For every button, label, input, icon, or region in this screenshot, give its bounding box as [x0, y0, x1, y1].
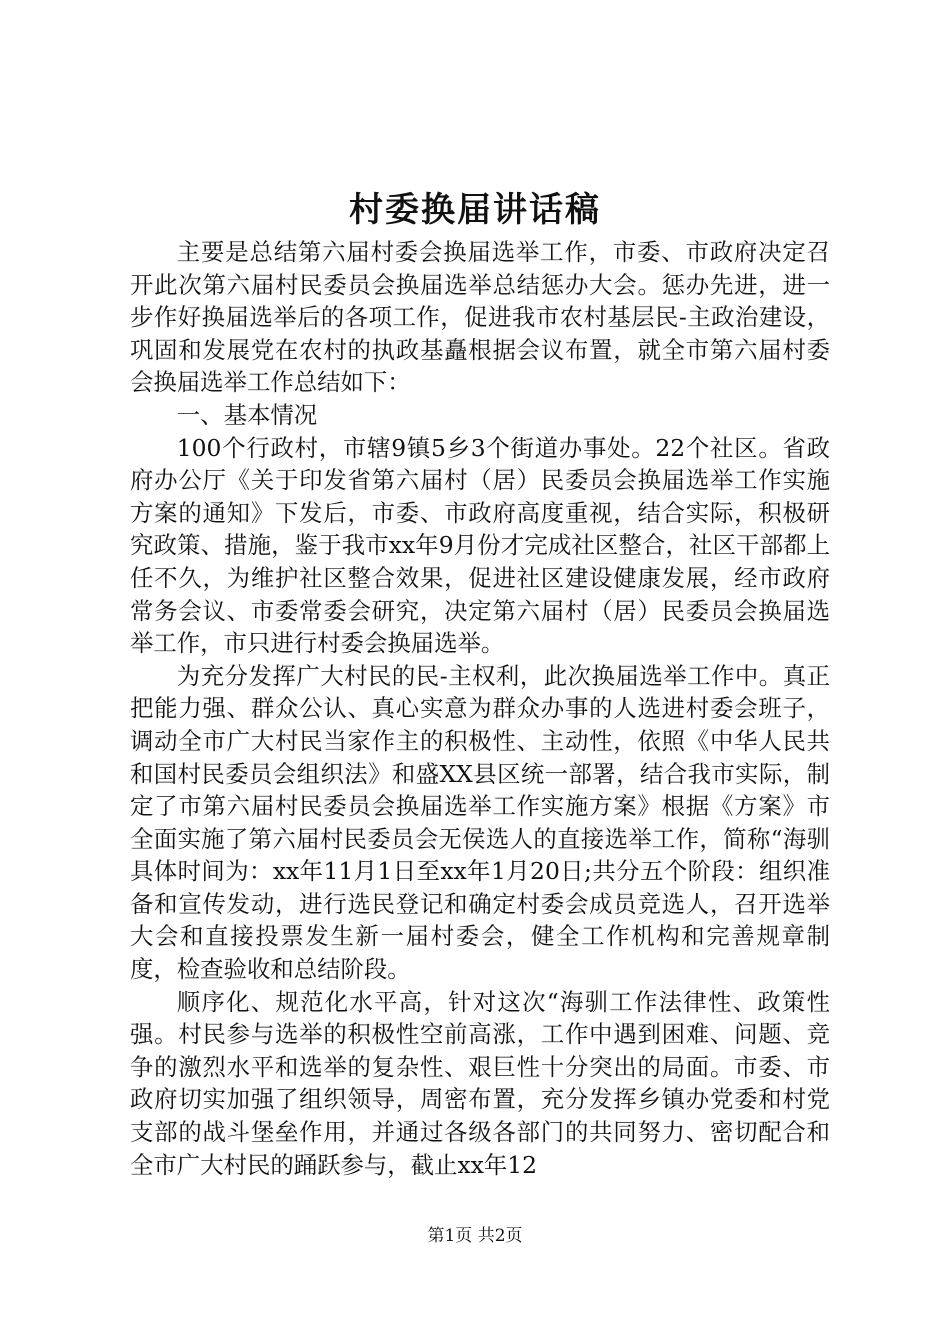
paragraph-organization: 顺序化、规范化水平高，针对这次“海驯工作法律性、政策性强。村民参与选举的积极性空前高涨，工作中遇到困难、问题、竞争的激烈水平和选举的复杂性、艰巨性十分突出的局面。市委、市政府切实加强了组织领导，周密布置，充分发挥乡镇办党委和村党支部的战斗堡垒作用，并通过各级各部门的共同努力、密切配合和全市广大村民的踊跃参与，截止xx年12: [130, 987, 830, 1179]
document-title: 村委换届讲话稿: [349, 190, 601, 230]
page-number-footer: 第1页 共2页: [427, 1226, 523, 1246]
paragraph-basic-situation: 100个行政村，市辖9镇5乡3个街道办事处。22个社区。省政府办公厅《关于印发省第六届村（居）民委员会换届选举工作实施方案的通知》下发后，市委、市政府高度重视，结合实际，积极研究政策、措施，鉴于我市xx年9月份才完成社区整合，社区干部都上任不久，为维护社区整合效果，促进社区建设健康发展，经市政府常务会议、市委常委会研究，决定第六届村（居）民委员会换届选举工作，市只进行村委会换届选举。: [130, 433, 830, 658]
paragraph-election-scheme: 为充分发挥广大村民的民-主权利，此次换届选举工作中。真正把能力强、群众公认、真心实意为群众办事的人选进村委会班子，调动全市广大村民当家作主的积极性、主动性，依照《中华人民共和国村民委员会组织法》和盛XX县区统一部署，结合我市实际，制定了市第六届村民委员会换届选举工作实施方案》根据《方案》市全面实施了第六届村民委员会无侯选人的直接选举工作，简称“海驯具体时间为：xx年11月1日至xx年1月20日;共分五个阶段：组织准备和宣传发动，进行选民登记和确定村委会成员竞选人，召开选举大会和直接投票发生新一届村委会，健全工作机构和完善规章制度，检查验收和总结阶段。: [130, 661, 830, 984]
section-heading-basic-situation: 一、基本情况: [176, 400, 318, 429]
paragraph-intro: 主要是总结第六届村委会换届选举工作，市委、市政府决定召开此次第六届村民委员会换届选举总结惩办大会。惩办先进，进一步作好换届选举后的各项工作，促进我市农村基层民-主政治建设，巩固和发展党在农村的执政基矗根据会议布置，就全市第六届村委会换届选举工作总结如下：: [130, 238, 830, 397]
document-body: [130, 236, 830, 1181]
